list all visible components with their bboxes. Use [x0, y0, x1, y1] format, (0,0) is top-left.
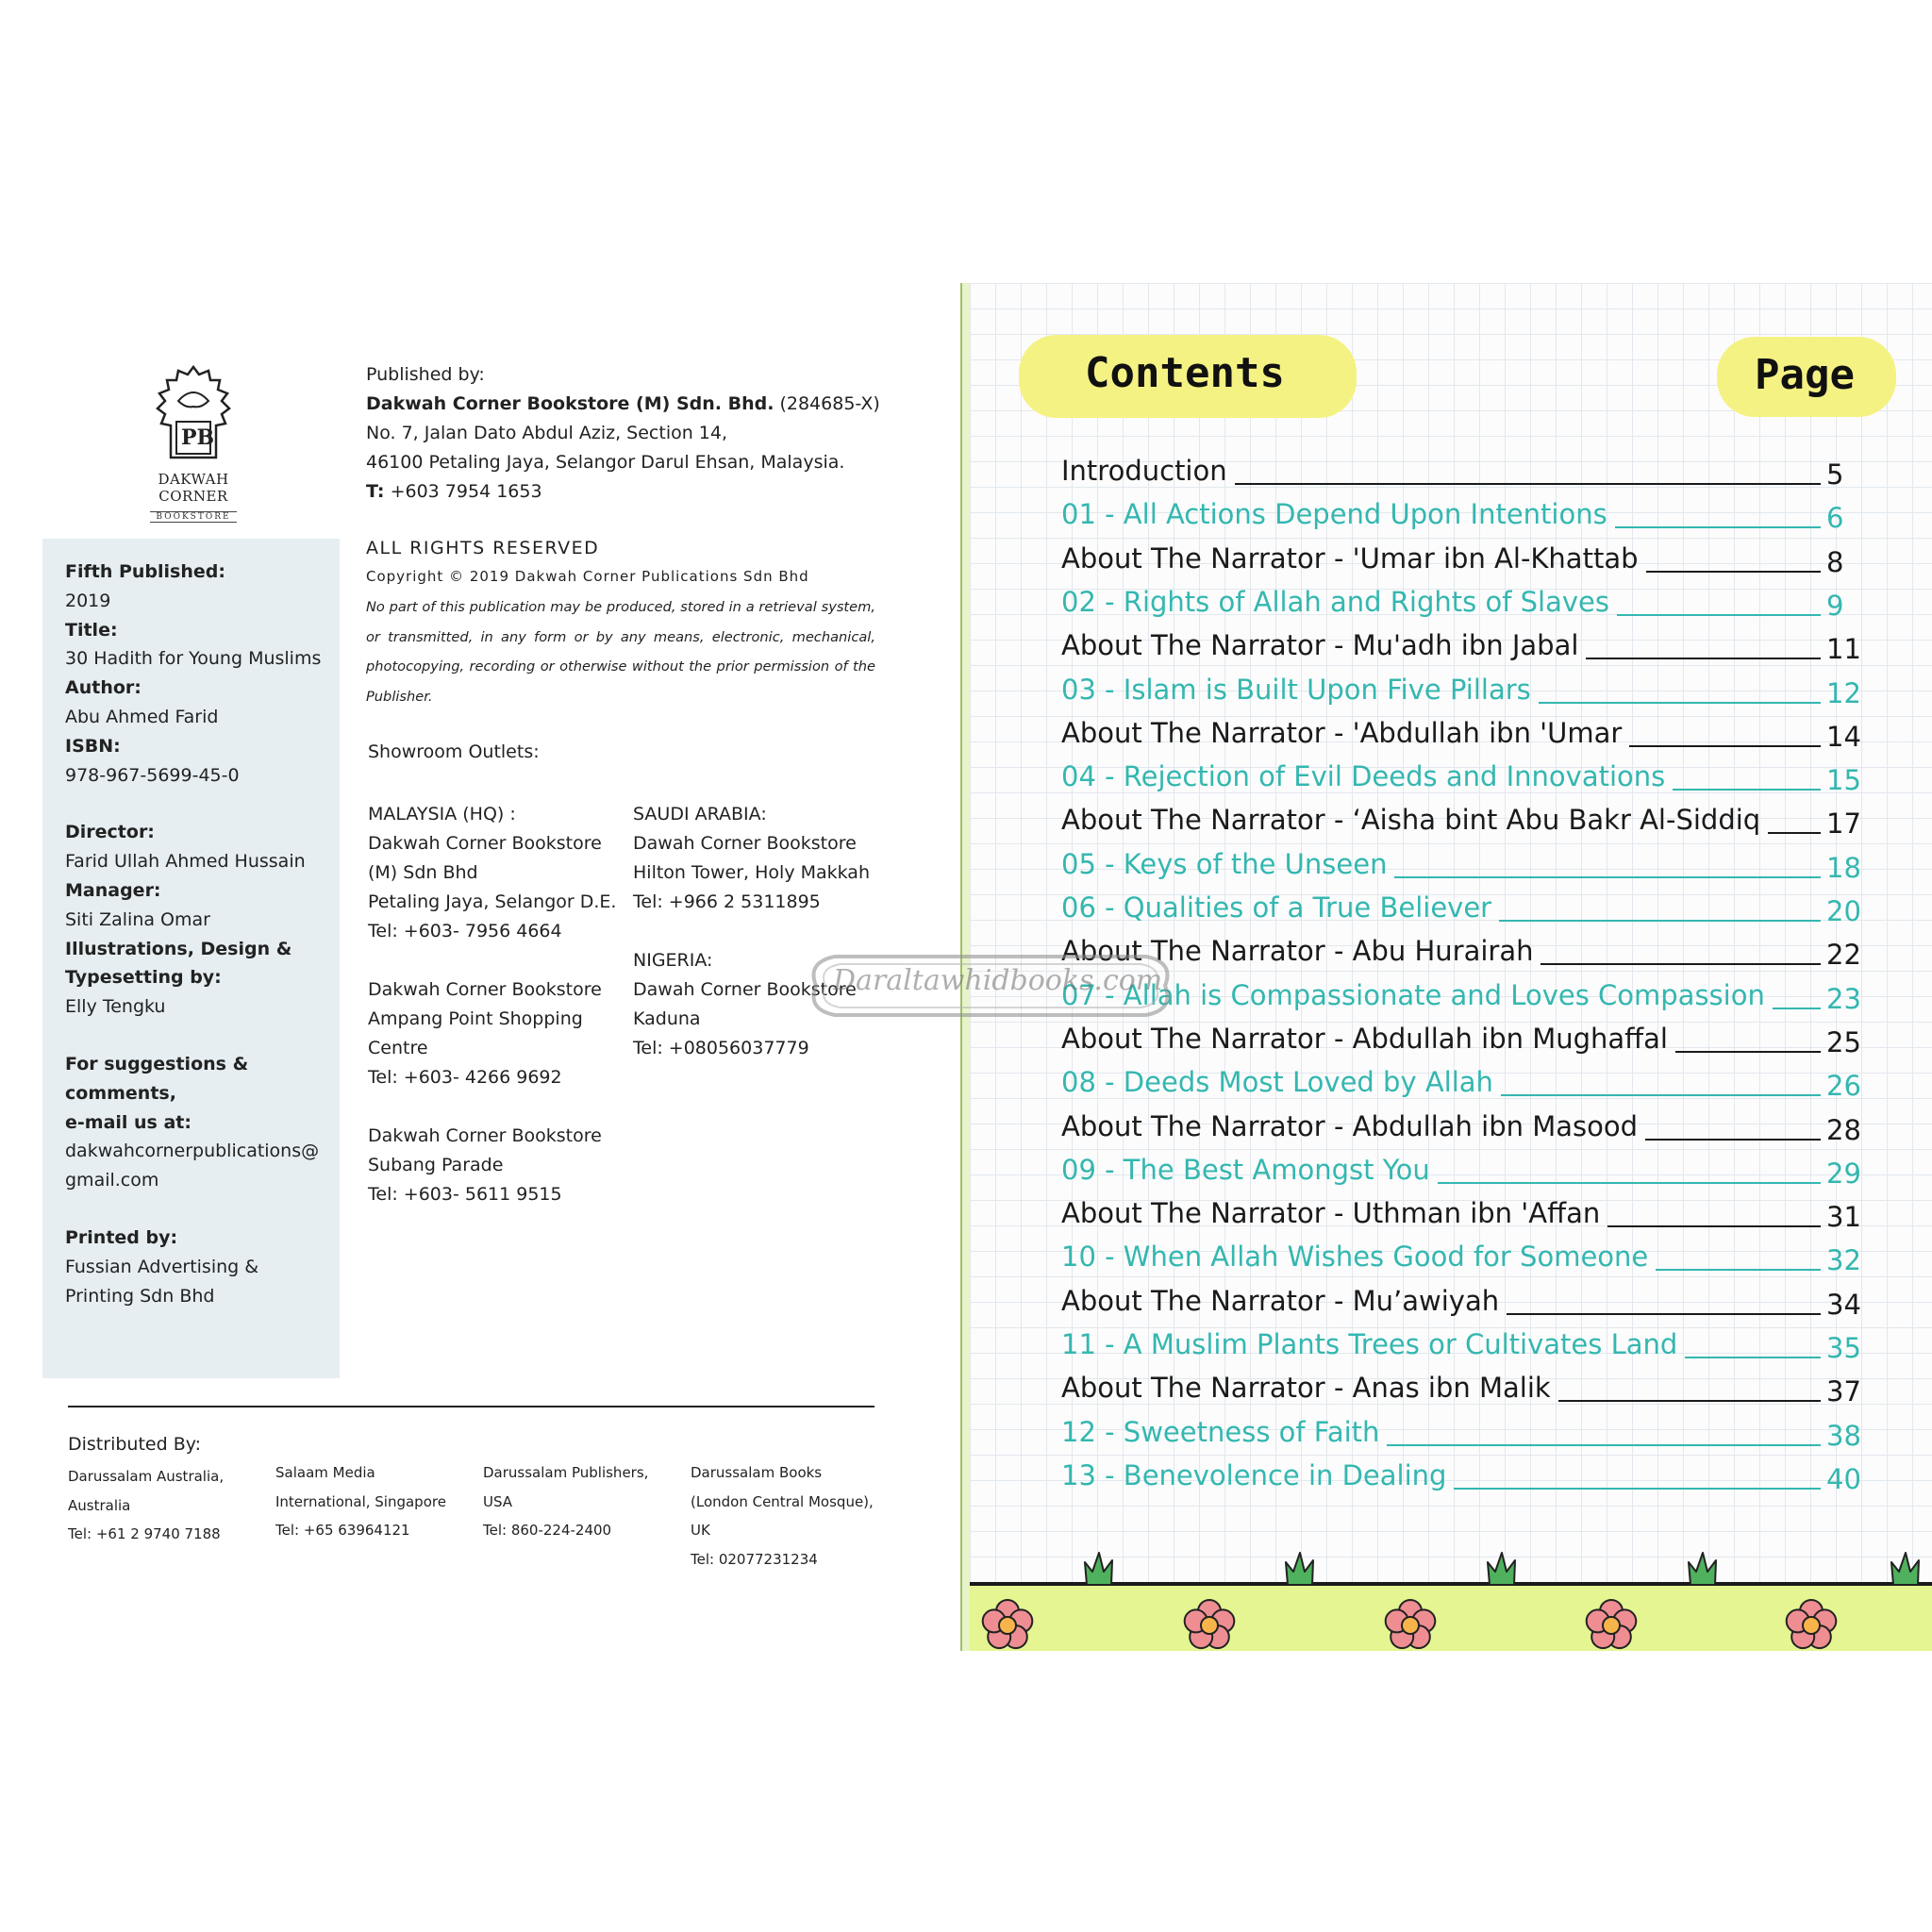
grass-icon — [1687, 1551, 1719, 1585]
distributor-line: Darussalam Australia, — [68, 1468, 225, 1485]
toc-entry — [1061, 760, 1861, 798]
toc-entry-title: 12 - Sweetness of Faith — [1061, 1415, 1380, 1448]
distributor-line: Tel: +65 63964121 — [275, 1522, 410, 1539]
malaysia-outlet-3-tel: Tel: +603- 5611 9515 — [368, 1184, 562, 1205]
nigeria-label: NIGERIA: — [633, 950, 713, 971]
suggestions-label-3: e-mail us at: — [65, 1111, 192, 1133]
distributor-singapore — [275, 1458, 464, 1545]
saudi-line-2: Hilton Tower, Holy Makkah — [633, 862, 870, 883]
distributor-line: Tel: 02077231234 — [691, 1550, 818, 1568]
rights-block — [366, 534, 875, 711]
director-label: Director: — [65, 822, 155, 843]
toc-leader-line — [1539, 702, 1821, 704]
saudi-tel: Tel: +966 2 5311895 — [633, 891, 821, 912]
publisher-block — [366, 360, 913, 507]
distributor-line: (London Central Mosque), — [691, 1492, 874, 1510]
publisher-logo — [123, 363, 264, 523]
isbn-value: 978-967-5699-45-0 — [65, 764, 240, 786]
saudi-line-1: Dawah Corner Bookstore — [633, 833, 857, 854]
toc-entry-page: 9 — [1826, 589, 1844, 622]
malaysia-outlet-1-line-2: (M) Sdn Bhd — [368, 862, 478, 883]
toc-leader-line — [1645, 1139, 1821, 1141]
watermark — [797, 943, 1184, 1028]
malaysia-outlet-2-tel: Tel: +603- 4266 9692 — [368, 1067, 562, 1088]
toc-entry-title: 05 - Keys of the Unseen — [1061, 847, 1388, 880]
publisher-reg: (284685-X) — [779, 393, 880, 414]
illustrations-label-1: Illustrations, Design & — [65, 938, 292, 959]
toc-leader-line — [1675, 1051, 1821, 1053]
toc-entry-page: 8 — [1826, 545, 1844, 578]
title-label: Title: — [65, 619, 118, 641]
distributor-line: Tel: 860-224-2400 — [483, 1522, 612, 1539]
illustrations-value: Elly Tengku — [65, 996, 166, 1018]
flower-icon — [1379, 1594, 1441, 1657]
publisher-tel-line — [366, 477, 913, 507]
toc-entry-title: About The Narrator - Mu'adh ibn Jabal — [1061, 629, 1579, 662]
toc-leader-line — [1541, 963, 1821, 965]
distributor-australia — [68, 1462, 257, 1549]
grass-icon — [1083, 1551, 1115, 1585]
flower-icon — [1580, 1594, 1642, 1657]
toc-leader-line — [1394, 876, 1821, 878]
toc-entry-page: 6 — [1826, 502, 1844, 535]
flower-icon — [976, 1594, 1039, 1657]
malaysia-outlet-2-line-3: Centre — [368, 1038, 428, 1058]
malaysia-outlet-3-line-1: Dakwah Corner Bookstore — [368, 1125, 602, 1146]
divider — [68, 1406, 874, 1407]
toc-entry-title: 02 - Rights of Allah and Rights of Slaves — [1061, 585, 1609, 618]
toc-entry — [1061, 1241, 1861, 1278]
toc-entry-page: 25 — [1826, 1025, 1861, 1058]
toc-entry-page: 22 — [1826, 939, 1861, 972]
toc-entry-title: 06 - Qualities of a True Believer — [1061, 891, 1492, 924]
toc-entry — [1061, 542, 1858, 580]
rights-notice: No part of this publication may be produced, stored in a retrieval system, or transmitted, in any form or by any means, electronic, mechanical, photocopying, recording or otherwise without the prior permission of the Publisher. — [366, 599, 875, 705]
toc-leader-line — [1387, 1444, 1821, 1446]
toc-entry-page: 32 — [1826, 1244, 1861, 1277]
toc-entry-title: 01 - All Actions Depend Upon Intentions — [1061, 498, 1607, 531]
toc-entry-page: 20 — [1826, 895, 1861, 927]
toc-entry-page: 37 — [1826, 1375, 1861, 1408]
publisher-address-2: 46100 Petaling Jaya, Selangor Darul Ehsan, Malaysia. — [366, 452, 845, 473]
distributor-line: Darussalam Books — [691, 1464, 823, 1481]
title-value: 30 Hadith for Young Muslims — [65, 648, 322, 670]
malaysia-outlet-2-line-2: Ampang Point Shopping — [368, 1008, 583, 1029]
author-label: Author: — [65, 677, 142, 699]
toc-entry — [1061, 673, 1861, 711]
toc-entry-title: Introduction — [1061, 455, 1227, 487]
copyright-line: Copyright © 2019 Dakwah Corner Publications Sdn Bhd — [366, 568, 809, 585]
distributor-uk — [691, 1458, 908, 1574]
printed-label: Printed by: — [65, 1226, 178, 1248]
toc-entry-title: About The Narrator - Abdullah ibn Masood — [1061, 1109, 1638, 1142]
toc-entry — [1061, 891, 1861, 929]
grass-icon — [1890, 1551, 1922, 1585]
toc-entry-title: About The Narrator - 'Abdullah ibn 'Umar — [1061, 716, 1623, 749]
toc-entry-page: 17 — [1826, 808, 1861, 841]
distributor-line: UK — [691, 1522, 710, 1539]
publisher-address-1: No. 7, Jalan Dato Abdul Aziz, Section 14, — [366, 423, 728, 443]
contents-heading: Contents — [1085, 349, 1285, 397]
illustrations-label-2: Typesetting by: — [65, 967, 222, 989]
toc-leader-line — [1235, 483, 1821, 485]
distributed-by-heading: Distributed By: — [68, 1434, 201, 1455]
nigeria-line-2: Kaduna — [633, 1008, 701, 1029]
distributor-line: Salaam Media — [275, 1464, 375, 1481]
toc-entry-page: 23 — [1826, 982, 1861, 1015]
toc-entry-page: 12 — [1826, 676, 1861, 709]
director-value: Farid Ullah Ahmed Hussain — [65, 851, 306, 873]
email-line-1: dakwahcornerpublications@ — [65, 1141, 320, 1162]
toc-entry-page: 38 — [1826, 1419, 1861, 1452]
distributor-line: Tel: +61 2 9740 7188 — [68, 1525, 221, 1542]
toc-leader-line — [1438, 1182, 1821, 1184]
edition-value: 2019 — [65, 590, 111, 611]
toc-entry — [1061, 847, 1861, 886]
toc-leader-line — [1617, 614, 1821, 616]
isbn-label: ISBN: — [65, 735, 121, 757]
distributor-line: Darussalam Publishers, — [483, 1464, 649, 1481]
svg-text:PB: PB — [181, 425, 215, 450]
page-heading: Page — [1755, 351, 1855, 399]
toc-entry — [1061, 804, 1861, 841]
toc-leader-line — [1501, 1094, 1821, 1096]
toc-entry — [1061, 629, 1861, 667]
toc-entry-title: 04 - Rejection of Evil Deeds and Innovations — [1061, 760, 1666, 793]
toc-entry-title: About The Narrator - Mu’awiyah — [1061, 1284, 1500, 1317]
toc-entry — [1061, 1415, 1861, 1454]
published-by-label: Published by: — [366, 364, 485, 385]
toc-entry-page: 28 — [1826, 1113, 1861, 1146]
suggestions-label-2: comments, — [65, 1082, 176, 1104]
bookstore-logo-icon — [150, 363, 237, 467]
flower-icon — [1178, 1594, 1241, 1657]
malaysia-outlet-1-line-3: Petaling Jaya, Selangor D.E. — [368, 891, 617, 912]
toc-entry-title: 13 - Benevolence in Dealing — [1061, 1458, 1447, 1491]
author-value: Abu Ahmed Farid — [65, 706, 219, 727]
toc-leader-line — [1629, 745, 1821, 747]
logo-name: DAKWAH CORNER — [158, 471, 229, 505]
toc-leader-line — [1773, 1008, 1821, 1009]
publisher-tel: +603 7954 1653 — [390, 481, 542, 502]
toc-entry — [1061, 455, 1858, 492]
saudi-outlet — [633, 800, 935, 917]
toc-entry — [1061, 498, 1858, 536]
toc-entry-page: 35 — [1826, 1332, 1861, 1364]
printer-line-2: Printing Sdn Bhd — [65, 1285, 215, 1307]
publisher-company: Dakwah Corner Bookstore (M) Sdn. Bhd. — [366, 393, 774, 414]
toc-entry-title: About The Narrator - Abdullah ibn Mughaffal — [1061, 1022, 1668, 1055]
toc-leader-line — [1607, 1225, 1821, 1227]
toc-entry-title: About The Narrator - 'Umar ibn Al-Khattab — [1061, 541, 1639, 575]
malaysia-outlet-1-line-1: Dakwah Corner Bookstore — [368, 833, 602, 854]
toc-entry — [1061, 1153, 1861, 1191]
toc-entry-title: 09 - The Best Amongst You — [1061, 1153, 1430, 1186]
suggestions-label-1: For suggestions & — [65, 1053, 249, 1074]
printer-line-1: Fussian Advertising & — [65, 1256, 259, 1277]
distributor-line: USA — [483, 1492, 513, 1510]
toc-entry-page: 40 — [1826, 1462, 1861, 1495]
toc-entry-page: 31 — [1826, 1201, 1861, 1234]
toc-entry-page: 29 — [1826, 1157, 1861, 1190]
toc-entry-page: 26 — [1826, 1070, 1861, 1103]
toc-entry — [1061, 716, 1861, 755]
toc-entry — [1061, 1109, 1861, 1148]
toc-entry-page: 14 — [1826, 720, 1861, 753]
toc-entry-page: 5 — [1826, 458, 1844, 491]
malaysia-outlets — [368, 800, 623, 1209]
nigeria-tel: Tel: +08056037779 — [633, 1038, 809, 1058]
toc-entry-title: About The Narrator - Abu Hurairah — [1061, 935, 1534, 968]
toc-leader-line — [1454, 1488, 1821, 1490]
grass-icon — [1486, 1551, 1518, 1585]
manager-value: Siti Zalina Omar — [65, 908, 210, 930]
malaysia-outlet-3-line-2: Subang Parade — [368, 1155, 504, 1175]
toc-entry — [1061, 1372, 1861, 1409]
edition-label: Fifth Published: — [65, 561, 225, 582]
toc-entry-title: 08 - Deeds Most Loved by Allah — [1061, 1066, 1493, 1099]
toc-leader-line — [1685, 1357, 1821, 1358]
toc-leader-line — [1558, 1400, 1821, 1402]
publisher-tel-label: T: — [366, 481, 385, 502]
toc-leader-line — [1586, 658, 1821, 659]
toc-entry-title: About The Narrator - Uthman ibn 'Affan — [1061, 1197, 1601, 1230]
toc-leader-line — [1499, 920, 1821, 922]
malaysia-outlet-2-line-1: Dakwah Corner Bookstore — [368, 979, 602, 1000]
toc-entry-title: 07 - Allah is Compassionate and Loves Compassion — [1061, 978, 1765, 1011]
toc-entry-title: About The Narrator - Anas ibn Malik — [1061, 1372, 1551, 1405]
showroom-heading: Showroom Outlets: — [368, 741, 540, 762]
toc-entry-page: 11 — [1826, 633, 1861, 666]
publisher-company-line — [366, 390, 913, 419]
grass-icon — [1284, 1551, 1316, 1585]
logo-sub: BOOKSTORE — [150, 511, 236, 523]
malaysia-outlet-1-tel: Tel: +603- 7956 4664 — [368, 921, 562, 941]
toc-leader-line — [1768, 832, 1821, 834]
toc-entry — [1061, 1458, 1861, 1497]
toc-leader-line — [1646, 571, 1821, 573]
manager-label: Manager: — [65, 879, 161, 901]
toc-entry — [1061, 1284, 1861, 1323]
toc-entry-page: 34 — [1826, 1288, 1861, 1321]
nigeria-line-1: Dawah Corner Bookstore — [633, 979, 857, 1000]
toc-leader-line — [1673, 789, 1821, 791]
watermark-text: Daraltawhidbooks.com — [833, 964, 1163, 997]
toc-entry-title: About The Narrator - ‘Aisha bint Abu Bakr Al-Siddiq — [1061, 804, 1761, 837]
saudi-label: SAUDI ARABIA: — [633, 804, 767, 824]
distributor-line: Australia — [68, 1496, 131, 1514]
distributor-line: International, Singapore — [275, 1492, 446, 1510]
toc-entry-page: 15 — [1826, 764, 1861, 797]
toc-leader-line — [1615, 526, 1821, 528]
toc-leader-line — [1507, 1313, 1821, 1315]
toc-entry — [1061, 1197, 1861, 1235]
rights-heading: ALL RIGHTS RESERVED — [366, 538, 600, 558]
toc-leader-line — [1656, 1269, 1821, 1271]
flower-icon — [1780, 1594, 1842, 1657]
toc-entry-title: 03 - Islam is Built Upon Five Pillars — [1061, 673, 1531, 706]
toc-entry-title: 10 - When Allah Wishes Good for Someone — [1061, 1241, 1649, 1274]
toc-entry — [1061, 1328, 1861, 1366]
toc-entry — [1061, 586, 1858, 624]
email-line-2: gmail.com — [65, 1170, 159, 1191]
toc-entry-page: 18 — [1826, 851, 1861, 884]
malaysia-label: MALAYSIA (HQ) : — [368, 804, 516, 824]
toc-entry-title: 11 - A Muslim Plants Trees or Cultivates Land — [1061, 1328, 1678, 1360]
distributor-usa — [483, 1458, 672, 1545]
toc-entry — [1061, 1066, 1861, 1104]
book-info-panel — [42, 539, 340, 1378]
